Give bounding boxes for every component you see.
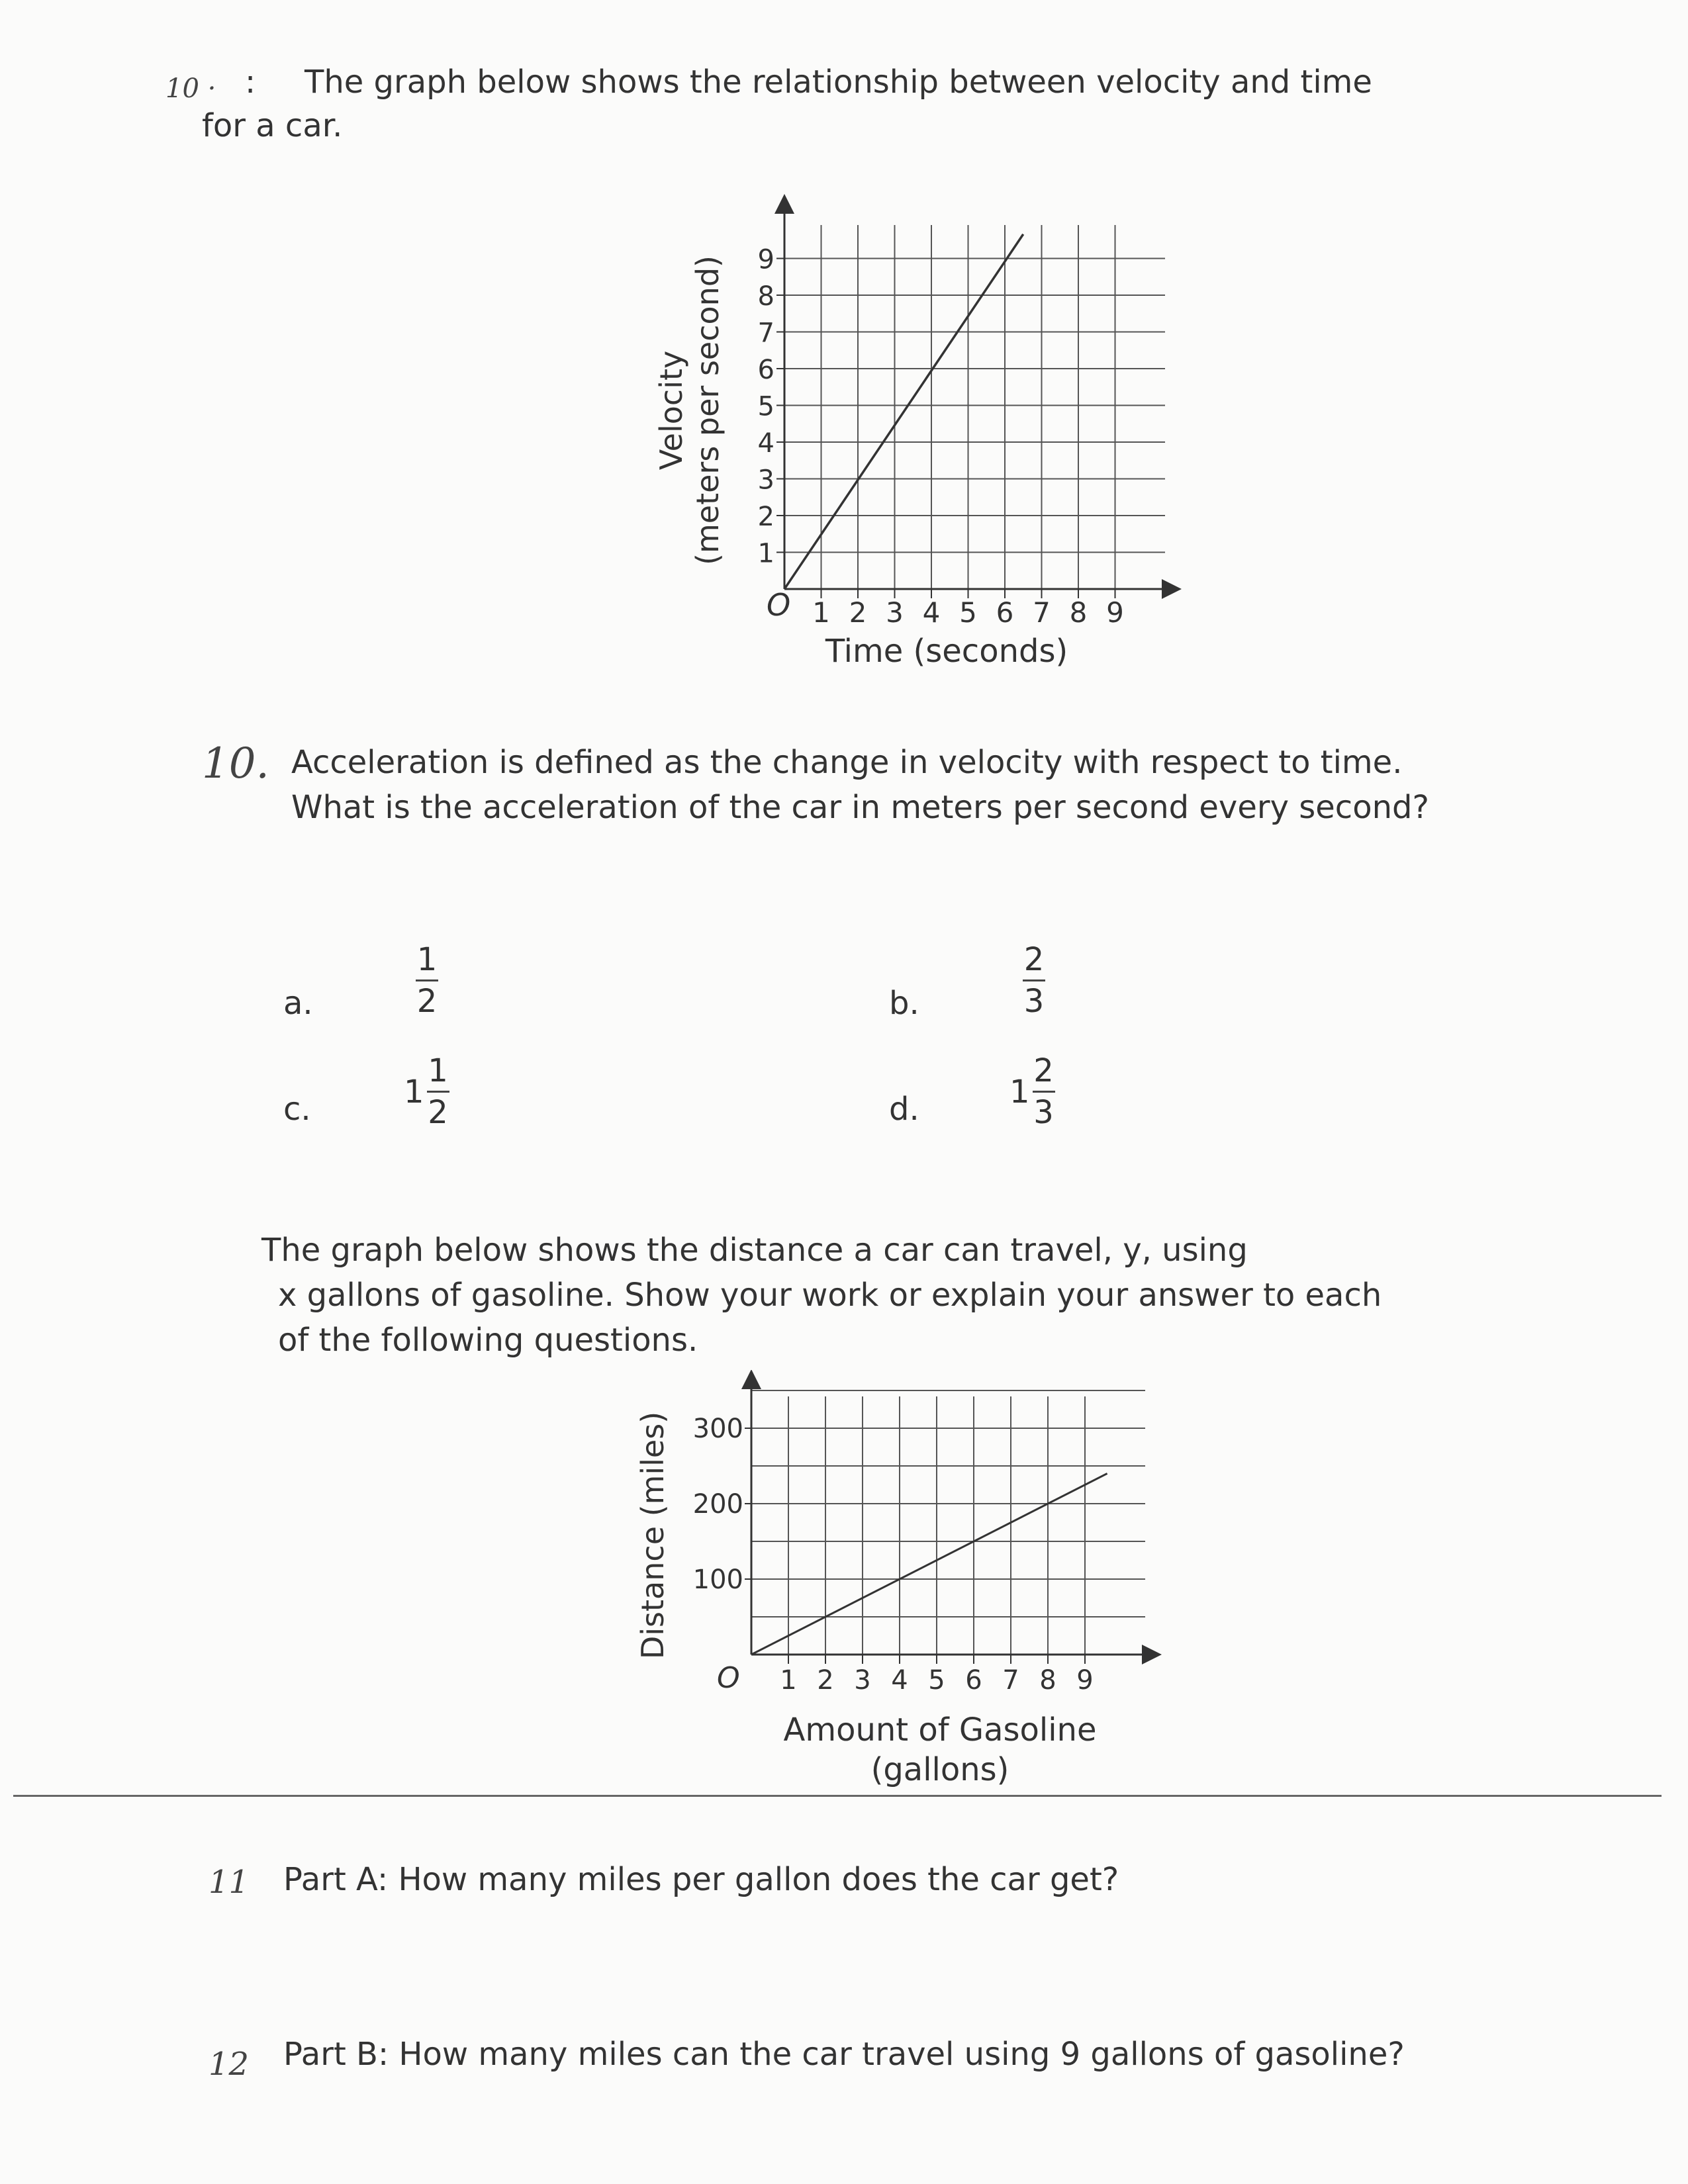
horizontal-divider [13,1795,1662,1797]
option-d-numerator: 2 [1033,1052,1054,1089]
x-tick-label: 3 [854,1665,871,1696]
y-axis-label: Distance (miles) [635,1411,671,1660]
handwritten-question-number: 10. [202,739,269,788]
section-2-line-3: of the following questions. [278,1322,698,1359]
x-axis-label-line2: (gallons) [870,1751,1009,1788]
x-tick-label: 1 [780,1665,797,1696]
section-2-line-2: x gallons of gasoline. Show your work or explain your answer to each [278,1277,1382,1314]
option-c-whole: 1 [404,1073,424,1111]
y-axis-label-line2: (meters per second) [690,255,726,565]
part-a-question: Part A: How many miles per gallon does the car get? [283,1861,1119,1898]
option-c-label[interactable]: c. [283,1091,311,1128]
x-tick-label: 2 [849,596,867,629]
x-axis-label-line1: Amount of Gasoline [783,1711,1097,1749]
option-c-mixed-number[interactable] [404,1052,449,1131]
option-c-denominator: 2 [428,1094,448,1131]
y-tick-label: 9 [757,244,774,275]
x-tick-label: 7 [1002,1665,1019,1696]
y-tick-label: 200 [692,1489,743,1520]
y-axis-label-line1: Velocity [653,350,689,471]
x-tick-label: 7 [1033,596,1051,629]
handwritten-colon: : [245,64,256,101]
x-tick-label: 8 [1039,1665,1056,1696]
distance-line [751,1473,1107,1655]
option-d-mixed-number[interactable] [1009,1052,1055,1131]
fraction-bar [427,1091,449,1093]
option-a-label[interactable]: a. [283,985,313,1022]
y-tick-label: 4 [757,428,774,459]
origin-label: O [767,587,791,623]
velocity-line [784,234,1023,589]
question-10-line-2: What is the acceleration of the car in meters per second every second? [291,789,1429,826]
velocity-time-graph [622,192,1185,682]
x-tick-label: 4 [891,1665,908,1696]
fraction-bar [416,979,438,981]
x-tick-label: 5 [928,1665,945,1696]
option-a-denominator: 2 [416,983,438,1020]
fraction-bar [1033,1091,1055,1093]
y-tick-label: 1 [757,538,774,569]
y-tick-label: 2 [757,502,774,532]
y-tick-label: 8 [757,281,774,312]
option-b-fraction[interactable] [1023,941,1045,1020]
x-tick-label: 3 [886,596,904,629]
intro-line-2: for a car. [202,107,343,144]
fraction-bar [1023,979,1045,981]
y-tick-label: 100 [692,1565,743,1595]
option-b-label[interactable]: b. [889,985,919,1022]
y-tick-label: 6 [757,355,774,385]
x-tick-label: 1 [812,596,830,629]
option-a-fraction[interactable] [416,941,438,1020]
handwritten-number: 10 · [165,73,216,104]
grid-lines [784,225,1165,589]
option-b-denominator: 3 [1023,983,1045,1020]
grid-lines [751,1390,1145,1655]
option-d-denominator: 3 [1033,1094,1054,1131]
origin-label: O [717,1661,740,1695]
y-tick-label: 300 [692,1414,743,1444]
handwritten-question-number: 12 [209,2046,250,2083]
x-tick-label: 9 [1106,596,1124,629]
section-2-line-1: The graph below shows the distance a car can travel, y, using [261,1232,1248,1269]
x-tick-label: 9 [1076,1665,1094,1696]
x-tick-label: 2 [817,1665,834,1696]
y-tick-label: 5 [757,391,774,422]
x-axis-label: Time (seconds) [825,633,1068,670]
distance-gasoline-graph [616,1370,1165,1794]
handwritten-question-number: 11 [209,1864,250,1901]
part-b-question: Part B: How many miles can the car travel using 9 gallons of gasoline? [283,2036,1405,2073]
x-tick-label: 6 [965,1665,982,1696]
option-d-whole: 1 [1009,1073,1030,1111]
intro-line-1: The graph below shows the relationship between velocity and time [305,64,1372,101]
option-a-numerator: 1 [416,941,438,978]
y-tick-label: 7 [757,318,774,349]
question-10-line-1: Acceleration is defined as the change in velocity with respect to time. [291,744,1403,781]
x-tick-label: 6 [996,596,1014,629]
option-c-numerator: 1 [428,1052,448,1089]
x-tick-label: 4 [922,596,941,629]
y-tick-label: 3 [757,465,774,496]
x-tick-label: 5 [959,596,977,629]
option-b-numerator: 2 [1023,941,1045,978]
option-d-label[interactable]: d. [889,1091,919,1128]
x-tick-label: 8 [1069,596,1088,629]
